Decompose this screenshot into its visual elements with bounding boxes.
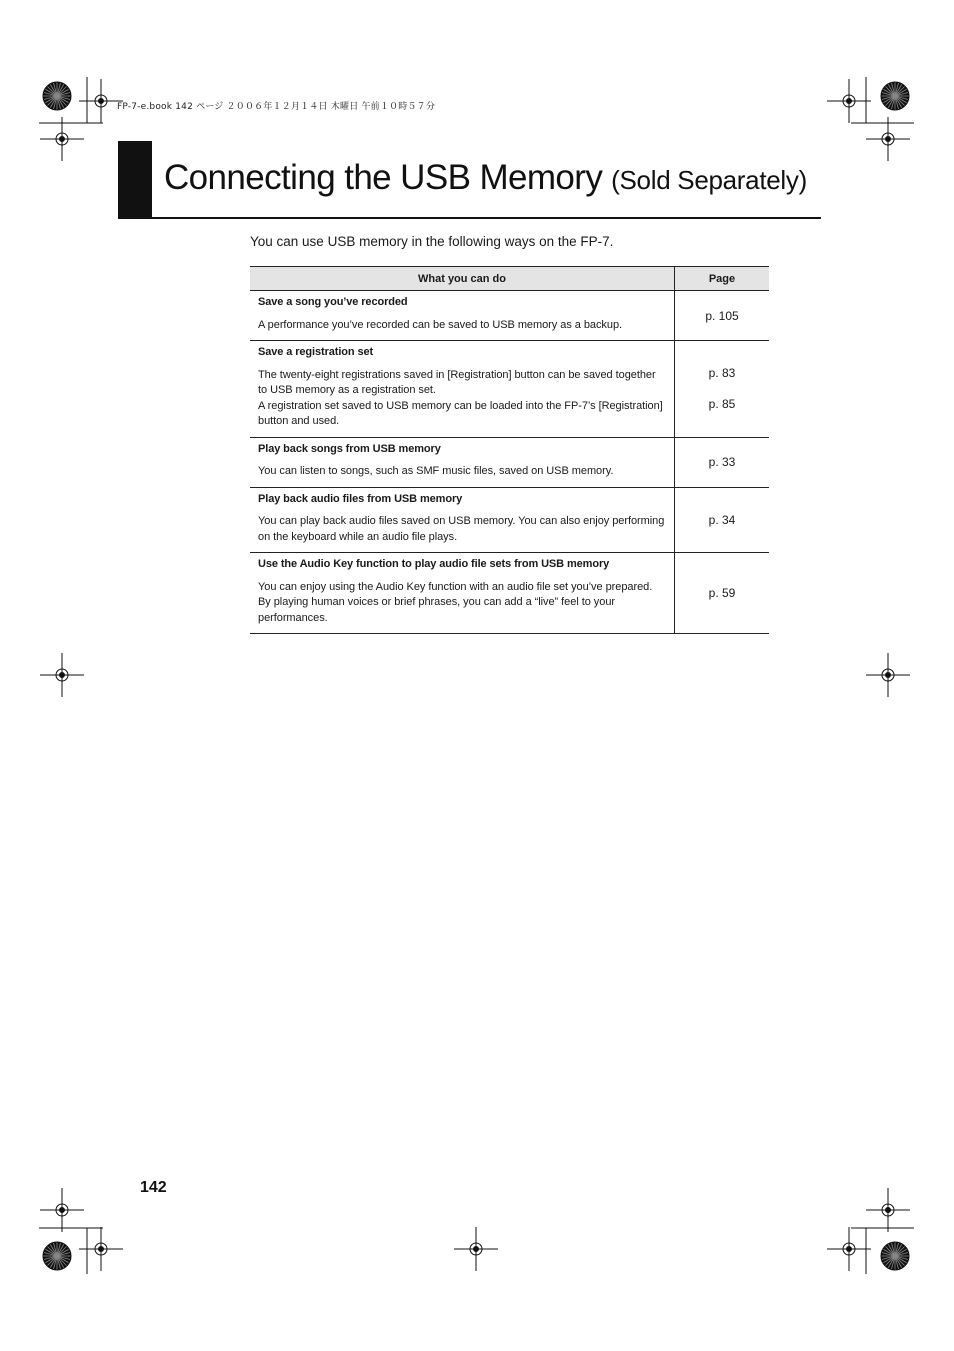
registration-mark-icon: [454, 1227, 498, 1271]
row-page-ref: [675, 437, 770, 487]
row-page-ref: [675, 553, 770, 634]
table-row: [250, 291, 769, 341]
registration-mark-icon: [40, 117, 84, 161]
starburst-mark-icon: [881, 1242, 909, 1270]
page-reference: p. 59: [708, 586, 736, 600]
row-page-ref: [675, 341, 770, 438]
registration-mark-icon: [827, 79, 871, 123]
row-description: [250, 341, 675, 438]
usage-table: [250, 266, 769, 634]
row-body-text: You can listen to songs, such as SMF music files, saved on USB memory.: [258, 465, 614, 477]
row-title: Play back songs from USB memory: [258, 442, 441, 455]
row-body-text: A registration set saved to USB memory can be loaded into the FP-7’s [Registration] button and used.: [258, 399, 663, 427]
page-reference: p. 83: [708, 366, 736, 381]
row-body-text: A performance you’ve recorded can be saved to USB memory as a backup.: [258, 318, 623, 331]
row-title: Use the Audio Key function to play audio file sets from USB memory: [258, 558, 610, 570]
page-reference: p. 85: [708, 397, 736, 412]
row-page-ref: [675, 487, 770, 553]
row-body-text: You can play back audio files saved on USB memory. You can also enjoy performing on the keyboard while an audio file plays.: [258, 515, 665, 543]
registration-mark-icon: [79, 1227, 123, 1271]
page-title-sub: (Sold Separately): [611, 165, 807, 195]
registration-mark-icon: [40, 1188, 84, 1232]
row-body-text: The twenty-eight registrations saved in [Registration] button can be saved together to USB memory as a registration set.: [258, 368, 656, 396]
page-title-main: Connecting the USB Memory: [164, 158, 603, 197]
registration-mark-icon: [866, 1188, 910, 1232]
starburst-mark-icon: [43, 1242, 71, 1270]
page-number: 142: [140, 1179, 167, 1196]
page-title: [164, 158, 807, 198]
page-reference: p. 105: [705, 308, 739, 323]
intro-text: You can use USB memory in the following ways on the FP-7.: [250, 234, 614, 249]
page-reference: p. 33: [708, 455, 736, 469]
table-body: [250, 291, 769, 634]
page-reference: p. 34: [708, 512, 736, 527]
registration-mark-icon: [40, 653, 84, 697]
header-page: Page: [675, 267, 770, 291]
table-row: [250, 487, 769, 553]
row-description: [250, 437, 675, 487]
starburst-mark-icon: [43, 82, 71, 110]
row-title: Save a song you’ve recorded: [258, 296, 408, 308]
row-title: Save a registration set: [258, 346, 374, 358]
registration-mark-icon: [827, 1227, 871, 1271]
table-row: [250, 553, 769, 634]
table-row: [250, 437, 769, 487]
table-row: [250, 341, 769, 438]
registration-mark-icon: [866, 653, 910, 697]
row-page-ref: [675, 291, 770, 341]
title-underline: [118, 217, 821, 219]
table-header-row: [250, 267, 769, 291]
row-title: Play back audio files from USB memory: [258, 492, 463, 505]
chapter-tab-block: [118, 141, 152, 219]
row-description: [250, 553, 675, 634]
row-description: [250, 291, 675, 341]
header-what: What you can do: [250, 267, 675, 291]
row-body-text: You can enjoy using the Audio Key function with an audio file set you’ve prepared. By playing human voices or brief phrases, you can add a “live” feel to your performances.: [258, 580, 653, 624]
starburst-mark-icon: [881, 82, 909, 110]
row-description: [250, 487, 675, 553]
registration-mark-icon: [866, 117, 910, 161]
file-info-header: FP-7-e.book 142 ページ ２００６年１２月１４日 木曜日 午前１０時５７分: [117, 102, 436, 112]
